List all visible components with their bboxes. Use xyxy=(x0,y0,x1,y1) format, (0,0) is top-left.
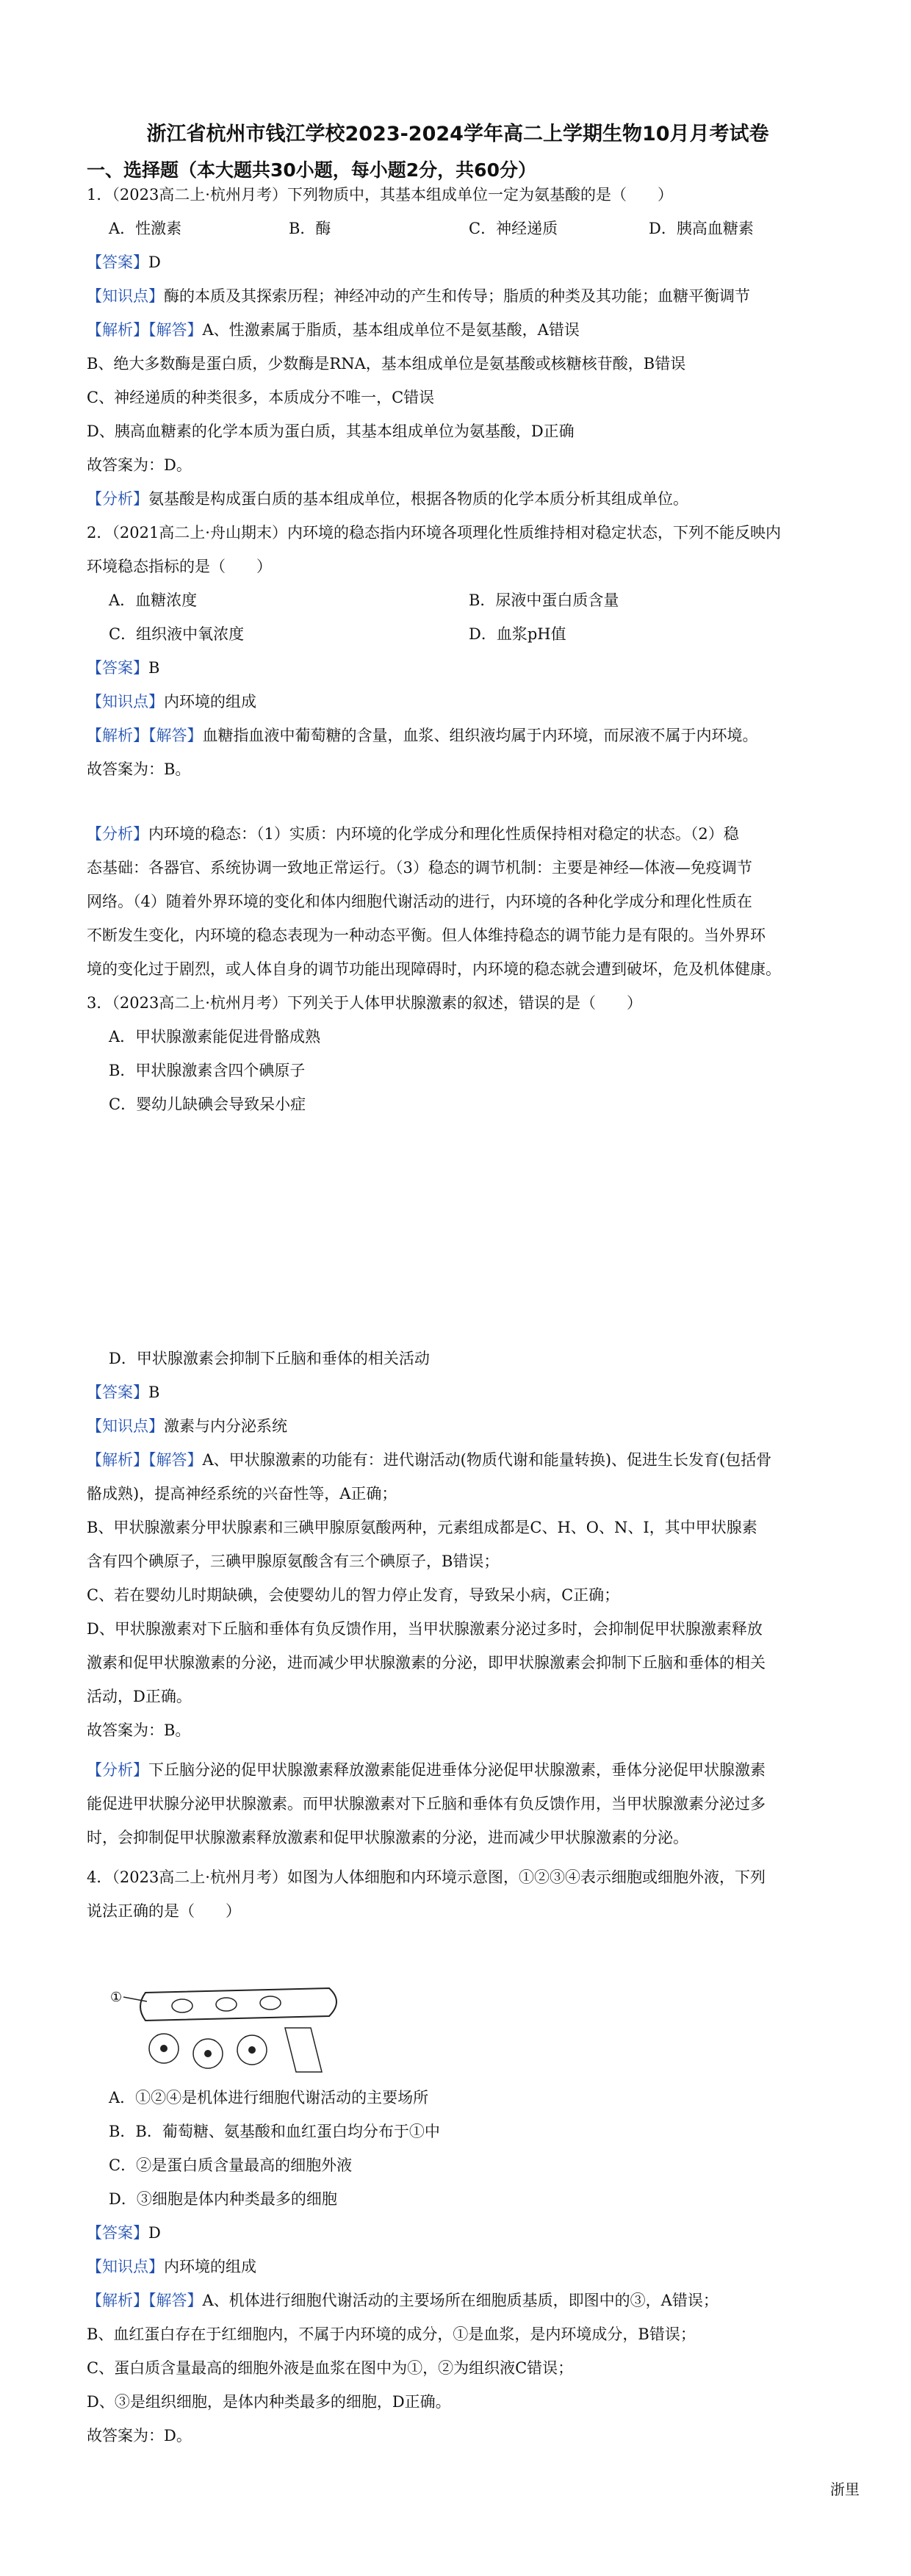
q3-analysis-line: 活动，D正确。 xyxy=(87,1688,192,1705)
red-blood-cell xyxy=(172,1999,192,2012)
q2-option-b: B．尿液中蛋白质含量 xyxy=(469,591,619,609)
page-title: 浙江省杭州市钱江学校2023-2024学年高二上学期生物10月月考试卷 xyxy=(146,123,769,145)
q1-option-c: C．神经递质 xyxy=(469,220,558,237)
q4-option-d: D．③细胞是体内种类最多的细胞 xyxy=(109,2190,337,2208)
q2-conclusion: 故答案为：B。 xyxy=(87,760,191,778)
q1-option-d: D．胰高血糖素 xyxy=(649,220,754,237)
q3-analysis-line: C、若在婴幼儿时期缺碘，会使婴幼儿的智力停止发育，导致呆小病，C正确； xyxy=(87,1586,620,1604)
q3-option-c: C．婴幼儿缺碘会导致呆小症 xyxy=(109,1095,306,1113)
capillary-vessel xyxy=(140,1988,336,2021)
q1-option-a: A．性激素 xyxy=(109,220,182,237)
q3-analysis: 【解析】【解答】A、甲状腺激素的功能有：进代谢活动(物质代谢和能量转换)、促进生长发育(包括骨 xyxy=(87,1451,772,1469)
q1-fenxi: 【分析】氨基酸是构成蛋白质的基本组成单位，根据各物质的化学本质分析其组成单位。 xyxy=(87,490,688,508)
q2-option-c: C．组织液中氧浓度 xyxy=(109,625,245,643)
cell-nucleus xyxy=(160,2045,168,2052)
q2-option-d: D．血浆pH值 xyxy=(469,625,566,643)
q2-fenxi-line: 不断发生变化，内环境的稳态表现为一种动态平衡。但人体维持稳态的调节能力是有限的。当外界环 xyxy=(87,927,766,944)
q3-option-a: A．甲状腺激素能促进骨骼成熟 xyxy=(109,1028,321,1046)
q3-knowledge: 【知识点】激素与内分泌系统 xyxy=(87,1417,287,1435)
q1-knowledge: 【知识点】酶的本质及其探索历程；神经冲动的产生和传导；脂质的种类及其功能；血糖平衡调节 xyxy=(87,287,750,305)
q3-fenxi-line: 时，会抑制促甲状腺激素释放激素和促甲状腺激素的分泌，进而减少甲状腺激素的分泌。 xyxy=(87,1829,688,1846)
q1-analysis: 【解析】【解答】A、性激素属于脂质，基本组成单位不是氨基酸，A错误 xyxy=(87,321,580,339)
q3-analysis-line: B、甲状腺激素分甲状腺素和三碘甲腺原氨酸两种，元素组成都是C、H、O、N、I，其中甲状腺素 xyxy=(87,1519,757,1536)
q2-fenxi: 【分析】内环境的稳态：（1）实质：内环境的化学成分和理化性质保持相对稳定的状态。（2）稳 xyxy=(87,825,739,843)
q3-analysis-line: D、甲状腺激素对下丘脑和垂体有负反馈作用，当甲状腺激素分泌过多时，会抑制促甲状腺激素释放 xyxy=(87,1620,763,1638)
q4-knowledge: 【知识点】内环境的组成 xyxy=(87,2258,256,2275)
q3-conclusion: 故答案为：B。 xyxy=(87,1721,191,1739)
q4-conclusion: 故答案为：D。 xyxy=(87,2427,192,2444)
q2-stem: 2．（2021高二上·舟山期末）内环境的稳态指内环境各项理化性质维持相对稳定状态，下列不能反映内 xyxy=(87,524,781,542)
q4-answer: 【答案】D xyxy=(87,2224,161,2242)
q1-answer: 【答案】D xyxy=(87,253,161,271)
q4-analysis-line: D、③是组织细胞，是体内种类最多的细胞，D正确。 xyxy=(87,2393,451,2411)
section-heading: 一、选择题（本大题共30小题，每小题2分，共60分） xyxy=(87,159,536,181)
figure-leader-line xyxy=(123,1997,147,2001)
q2-analysis: 【解析】【解答】血糖指血液中葡萄糖的含量，血浆、组织液均属于内环境，而尿液不属于内环境。 xyxy=(87,727,758,744)
q2-fenxi-line: 态基础：各器官、系统协调一致地正常运行。（3）稳态的调节机制：主要是神经—体液—免疫调节 xyxy=(87,859,752,877)
figure-label-1: ① xyxy=(110,1990,123,2005)
q2-stem-line: 环境稳态指标的是（ ） xyxy=(87,558,272,575)
q4-option-c: C．②是蛋白质含量最高的细胞外液 xyxy=(109,2156,353,2174)
q4-stem: 4．（2023高二上·杭州月考）如图为人体细胞和内环境示意图，①②③④表示细胞或细胞外液，下列 xyxy=(87,1868,766,1886)
q3-fenxi-line: 能促进甲状腺分泌甲状腺激素。而甲状腺激素对下丘脑和垂体有负反馈作用，当甲状腺激素分泌过多 xyxy=(87,1795,766,1813)
q2-fenxi-line: 境的变化过于剧烈，或人体自身的调节功能出现障碍时，内环境的稳态就会遭到破坏，危及机体健康。 xyxy=(87,960,781,978)
q3-option-d: D．甲状腺激素会抑制下丘脑和垂体的相关活动 xyxy=(109,1350,430,1367)
q3-analysis-line: 含有四个碘原子，三碘甲腺原氨酸含有三个碘原子，B错误； xyxy=(87,1553,500,1570)
q1-analysis-line: C、神经递质的种类很多，本质成分不唯一，C错误 xyxy=(87,389,435,406)
cell-environment-diagram xyxy=(109,1984,351,2079)
q4-stem-line: 说法正确的是（ ） xyxy=(87,1902,241,1920)
cell-nucleus xyxy=(204,2050,212,2057)
q4-analysis-line: B、血红蛋白存在于红细胞内，不属于内环境的成分，①是血浆，是内环境成分，B错误； xyxy=(87,2325,696,2343)
q4-analysis: 【解析】【解答】A、机体进行细胞代谢活动的主要场所在细胞质基质，即图中的③，A错误； xyxy=(87,2292,719,2309)
q1-analysis-line: D、胰高血糖素的化学本质为蛋白质，其基本组成单位为氨基酸，D正确 xyxy=(87,422,575,440)
q1-analysis-line: B、绝大多数酶是蛋白质，少数酶是RNA，基本组成单位是氨基酸或核糖核苷酸，B错误 xyxy=(87,355,686,373)
q1-stem: 1．（2023高二上·杭州月考）下列物质中，其基本组成单位一定为氨基酸的是（ ） xyxy=(87,186,673,204)
q3-option-b: B．甲状腺激素含四个碘原子 xyxy=(109,1062,306,1079)
page-footer: 浙里 xyxy=(830,2480,860,2498)
q2-answer: 【答案】B xyxy=(87,659,160,677)
q4-option-a: A．①②④是机体进行细胞代谢活动的主要场所 xyxy=(109,2089,429,2107)
q3-fenxi: 【分析】下丘脑分泌的促甲状腺激素释放激素能促进垂体分泌促甲状腺激素，垂体分泌促甲状腺激素 xyxy=(87,1761,766,1779)
q1-option-b: B．酶 xyxy=(289,220,331,237)
q1-conclusion: 故答案为：D。 xyxy=(87,456,192,474)
red-blood-cell xyxy=(216,1998,237,2011)
q4-analysis-line: C、蛋白质含量最高的细胞外液是血浆在图中为①，②为组织液C错误； xyxy=(87,2359,574,2377)
q3-analysis-line: 骼成熟)，提高神经系统的兴奋性等，A正确； xyxy=(87,1485,397,1503)
q2-fenxi-line: 网络。（4）随着外界环境的变化和体内细胞代谢活动的进行，内环境的各种化学成分和理化性质在 xyxy=(87,893,752,910)
q3-stem: 3．（2023高二上·杭州月考）下列关于人体甲状腺激素的叙述，错误的是（ ） xyxy=(87,994,642,1012)
red-blood-cell xyxy=(260,1996,281,2010)
q3-analysis-line: 激素和促甲状腺激素的分泌，进而减少甲状腺激素的分泌，即甲状腺激素会抑制下丘脑和垂体的相关 xyxy=(87,1654,766,1672)
cell-nucleus xyxy=(248,2046,256,2054)
lymphatic-vessel xyxy=(285,2028,322,2072)
q3-answer: 【答案】B xyxy=(87,1384,160,1401)
q2-knowledge: 【知识点】内环境的组成 xyxy=(87,693,256,710)
q4-option-b: B．B．葡萄糖、氨基酸和血红蛋白均分布于①中 xyxy=(109,2123,440,2140)
q2-option-a: A．血糖浓度 xyxy=(109,591,198,609)
